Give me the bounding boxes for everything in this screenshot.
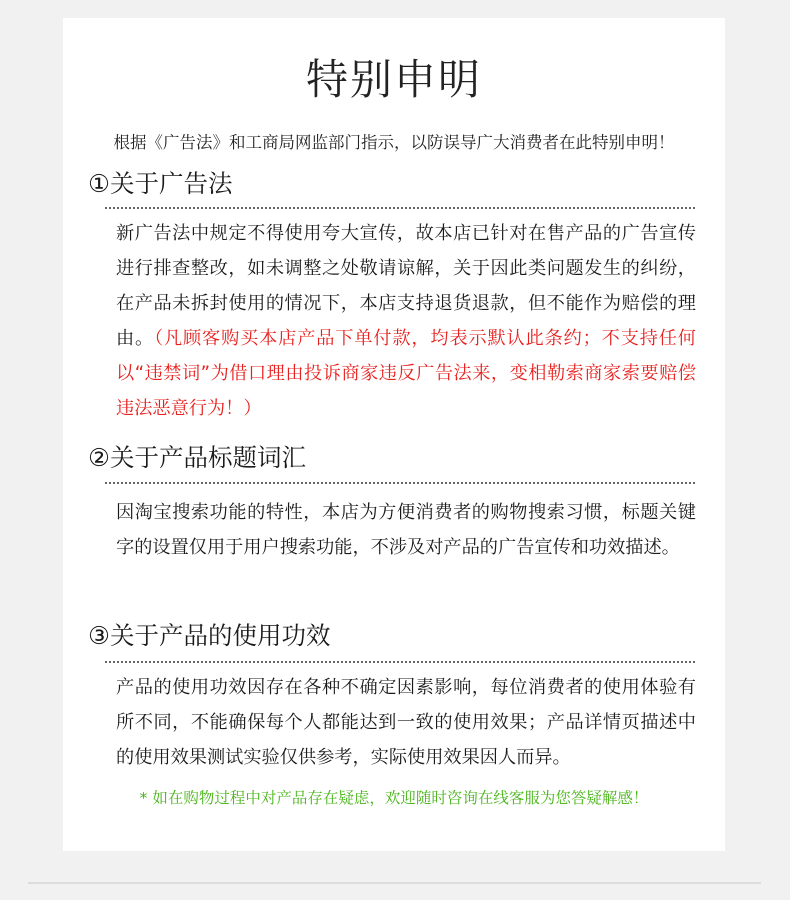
page-title: 特别申明 <box>305 55 482 104</box>
section-body-title-words: 因淘宝搜索功能的特性，本店为方便消费者的购物搜索习惯，标题关键字的设置仅用于用户搜索功能，不涉及对产品的广告宣传和功效描述。 <box>116 502 696 558</box>
section-body-ad-law <box>116 216 696 426</box>
section-heading-title-words: ②关于产品标题词汇 <box>88 443 306 472</box>
section-divider <box>105 207 695 209</box>
section-body-efficacy: 产品的使用功效因存在各种不确定因素影响，每位消费者的使用体验有所不同，不能确保每个人都能达到一致的使用效果；产品详情页描述中的使用效果测试实验仅供参考，实际使用效果因人而异。 <box>116 677 696 768</box>
section-divider <box>105 661 695 663</box>
statement-card <box>63 18 725 851</box>
section-divider <box>105 482 695 484</box>
intro-text: 根据《广告法》和工商局网监部门指示，以防误导广大消费者在此特别申明！ <box>113 133 675 152</box>
section-heading-efficacy: ③关于产品的使用功效 <box>88 621 331 650</box>
ad-law-warning: （凡顾客购买本店产品下单付款，均表示默认此条约；不支持任何以“违禁词”为借口理由投诉商家违反广告法来，变相勒索商家索要赔偿违法恶意行为！） <box>116 328 696 419</box>
ad-law-text: 新广告法中规定不得使用夸大宣传，故本店已针对在售产品的广告宣传进行排查整改，如未调整之处敬请谅解，关于因此类问题发生的纠纷，在产品未拆封使用的情况下，本店支持退货退款，但不能作为赔偿的理由。 <box>116 223 696 349</box>
bottom-divider <box>28 882 761 884</box>
section-heading-ad-law: ①关于广告法 <box>88 169 233 198</box>
footer-note: * 如在购物过程中对产品存在疑虑，欢迎随时咨询在线客服为您答疑解感！ <box>139 789 649 807</box>
